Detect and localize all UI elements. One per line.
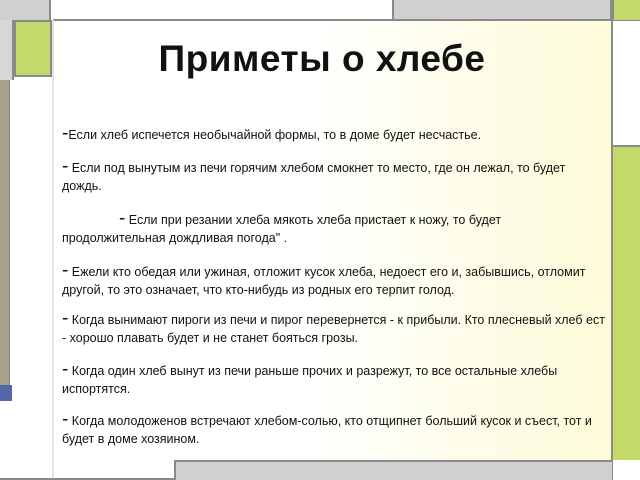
list-item — [62, 359, 607, 398]
list-item-text: Если при резании хлеба мякоть хлеба пристает к ножу, то будет продолжительная дождливая погода" . — [62, 213, 502, 245]
decor-block-top-left-green — [14, 20, 52, 77]
decor-stripe-left-blue — [0, 385, 12, 401]
dash-marker: - — [62, 308, 69, 329]
list-item — [62, 123, 607, 144]
decor-stripe-right-green — [613, 145, 640, 460]
dash-marker: - — [119, 208, 126, 229]
dash-marker: - — [62, 359, 69, 380]
list-item — [62, 208, 607, 247]
decor-stripe-left-gray — [0, 20, 14, 80]
list-item-text: Ежели кто обедая или ужиная, отложит кусок хлеба, недоест его и, забывшись, отломит другой, то это означает, что кто-нибудь из родных его терпит голод. — [62, 265, 586, 297]
decor-stripe-left-olive — [0, 80, 10, 400]
dash-marker: - — [62, 156, 69, 177]
list-item — [62, 156, 607, 195]
list-item-text: Когда молодоженов встречают хлебом-солью, кто отщипнет больший кусок и съест, тот и будет в доме хозяином. — [62, 414, 592, 446]
list-item-text: Если под вынутым из печи горячим хлебом смокнет то место, где он лежал, то будет дождь. — [62, 161, 566, 193]
decor-block-top-right-green — [612, 0, 640, 20]
list-item-text: Когда один хлеб вынут из печи раньше прочих и разрежут, то все остальные хлебы испортятся. — [62, 364, 558, 396]
list-item — [62, 409, 607, 448]
decor-line-left — [52, 20, 54, 478]
list-item-text: Если хлеб испечется необычайной формы, то в доме будет несчастье. — [68, 128, 482, 142]
decor-block-bottom-gray — [174, 460, 612, 480]
dash-marker: - — [62, 260, 69, 281]
decor-block-top-left-gray — [0, 0, 51, 20]
list-item — [62, 260, 607, 299]
omens-list — [62, 123, 607, 448]
dash-marker: - — [62, 123, 69, 144]
decor-block-top-right-gray — [392, 0, 612, 21]
dash-marker: - — [62, 409, 69, 430]
list-item — [62, 308, 607, 347]
list-item-text: Когда вынимают пироги из печи и пирог перевернется - к прибыли. Кто плесневый хлеб ест - хорошо плавать будет и не станет бояться грозы. — [62, 313, 605, 345]
slide-title: Приметы о хлебе — [158, 38, 486, 79]
